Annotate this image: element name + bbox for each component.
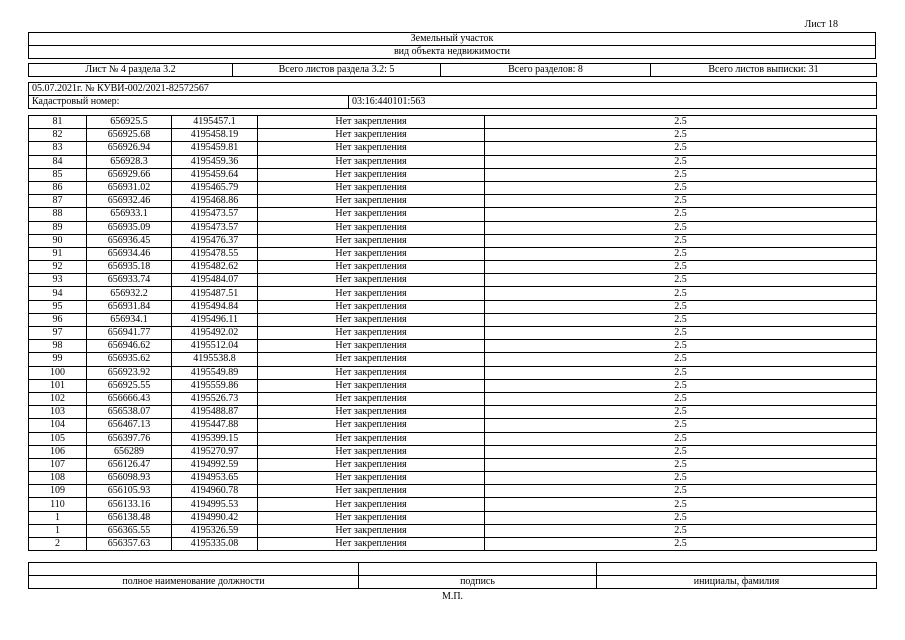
point-number: 92 [29, 261, 87, 274]
table-row [29, 221, 877, 234]
fixation-method: Нет закрепления [258, 313, 485, 326]
coord-x: 656925.68 [87, 129, 172, 142]
table-row [29, 458, 877, 471]
extract-date-number: 05.07.2021г. № КУВИ-002/2021-82572567 [29, 83, 877, 96]
coord-x: 656923.92 [87, 366, 172, 379]
table-row [29, 485, 877, 498]
mean-square-error: 2.5 [485, 327, 877, 340]
fixation-method: Нет закрепления [258, 392, 485, 405]
point-number: 85 [29, 168, 87, 181]
coord-x: 656931.84 [87, 300, 172, 313]
coord-y: 4195447.88 [172, 419, 258, 432]
point-number: 94 [29, 287, 87, 300]
coord-x: 656289 [87, 445, 172, 458]
point-number: 101 [29, 379, 87, 392]
position-field [29, 563, 359, 576]
coord-y: 4195473.57 [172, 208, 258, 221]
point-number: 1 [29, 524, 87, 537]
coord-y: 4195512.04 [172, 340, 258, 353]
fixation-method: Нет закрепления [258, 208, 485, 221]
fixation-method: Нет закрепления [258, 524, 485, 537]
coord-x: 656365.55 [87, 524, 172, 537]
coord-x: 656932.46 [87, 195, 172, 208]
table-row [29, 195, 877, 208]
table-row [29, 472, 877, 485]
point-number: 99 [29, 353, 87, 366]
extract-info [28, 82, 877, 109]
coord-y: 4195478.55 [172, 247, 258, 260]
mean-square-error: 2.5 [485, 313, 877, 326]
coord-y: 4195270.97 [172, 445, 258, 458]
coord-y: 4195465.79 [172, 181, 258, 194]
point-number: 110 [29, 498, 87, 511]
coord-x: 656926.94 [87, 142, 172, 155]
coord-y: 4195459.81 [172, 142, 258, 155]
table-row [29, 287, 877, 300]
coord-x: 656936.45 [87, 234, 172, 247]
fixation-method: Нет закрепления [258, 340, 485, 353]
point-number: 91 [29, 247, 87, 260]
sheet-of-section: Лист № 4 раздела 3.2 [29, 64, 233, 77]
sheet-number: Лист 18 [804, 19, 838, 30]
points-table [28, 115, 877, 551]
mean-square-error: 2.5 [485, 511, 877, 524]
point-number: 95 [29, 300, 87, 313]
coord-y: 4195487.51 [172, 287, 258, 300]
fixation-method: Нет закрепления [258, 274, 485, 287]
point-number: 83 [29, 142, 87, 155]
mean-square-error: 2.5 [485, 340, 877, 353]
coord-y: 4195549.89 [172, 366, 258, 379]
fixation-method: Нет закрепления [258, 261, 485, 274]
coord-x: 656934.1 [87, 313, 172, 326]
table-row [29, 432, 877, 445]
mean-square-error: 2.5 [485, 379, 877, 392]
point-number: 102 [29, 392, 87, 405]
mean-square-error: 2.5 [485, 274, 877, 287]
signature-field [359, 563, 597, 576]
fixation-method: Нет закрепления [258, 353, 485, 366]
table-row [29, 142, 877, 155]
coord-y: 4195538.8 [172, 353, 258, 366]
mean-square-error: 2.5 [485, 432, 877, 445]
coord-x: 656935.09 [87, 221, 172, 234]
total-sheets-extract: Всего листов выписки: 31 [651, 64, 877, 77]
mean-square-error: 2.5 [485, 419, 877, 432]
coord-x: 656928.3 [87, 155, 172, 168]
coord-y: 4195496.11 [172, 313, 258, 326]
table-row [29, 340, 877, 353]
coord-y: 4195488.87 [172, 406, 258, 419]
coord-y: 4195482.62 [172, 261, 258, 274]
mean-square-error: 2.5 [485, 129, 877, 142]
coord-x: 656929.66 [87, 168, 172, 181]
coord-y: 4195326.59 [172, 524, 258, 537]
coord-x: 656397.76 [87, 432, 172, 445]
coord-x: 656126.47 [87, 458, 172, 471]
coord-y: 4195458.19 [172, 129, 258, 142]
coord-x: 656138.48 [87, 511, 172, 524]
point-number: 106 [29, 445, 87, 458]
mean-square-error: 2.5 [485, 234, 877, 247]
fixation-method: Нет закрепления [258, 129, 485, 142]
coord-y: 4194992.59 [172, 458, 258, 471]
fixation-method: Нет закрепления [258, 116, 485, 129]
coord-y: 4195459.64 [172, 168, 258, 181]
fixation-method: Нет закрепления [258, 485, 485, 498]
fixation-method: Нет закрепления [258, 366, 485, 379]
fixation-method: Нет закрепления [258, 538, 485, 551]
stamp-place: М.П. [441, 591, 464, 602]
point-number: 81 [29, 116, 87, 129]
point-number: 104 [29, 419, 87, 432]
mean-square-error: 2.5 [485, 300, 877, 313]
table-row [29, 392, 877, 405]
table-row [29, 511, 877, 524]
fixation-method: Нет закрепления [258, 445, 485, 458]
table-row [29, 261, 877, 274]
table-row [29, 208, 877, 221]
fixation-method: Нет закрепления [258, 458, 485, 471]
fixation-method: Нет закрепления [258, 247, 485, 260]
points-table-body [29, 116, 877, 551]
table-row [29, 313, 877, 326]
table-row [29, 406, 877, 419]
table-row [29, 155, 877, 168]
coord-y: 4195492.02 [172, 327, 258, 340]
table-row [29, 300, 877, 313]
coord-x: 656925.5 [87, 116, 172, 129]
mean-square-error: 2.5 [485, 406, 877, 419]
table-row [29, 116, 877, 129]
table-row [29, 498, 877, 511]
fixation-method: Нет закрепления [258, 181, 485, 194]
mean-square-error: 2.5 [485, 287, 877, 300]
fixation-method: Нет закрепления [258, 511, 485, 524]
fixation-method: Нет закрепления [258, 432, 485, 445]
fixation-method: Нет закрепления [258, 472, 485, 485]
fixation-method: Нет закрепления [258, 300, 485, 313]
point-number: 98 [29, 340, 87, 353]
section-meta [28, 63, 877, 77]
coord-x: 656934.46 [87, 247, 172, 260]
coord-y: 4195459.36 [172, 155, 258, 168]
coord-y: 4195526.73 [172, 392, 258, 405]
coord-x: 656933.74 [87, 274, 172, 287]
point-number: 107 [29, 458, 87, 471]
coord-y: 4195468.86 [172, 195, 258, 208]
mean-square-error: 2.5 [485, 195, 877, 208]
total-sections: Всего разделов: 8 [441, 64, 651, 77]
mean-square-error: 2.5 [485, 208, 877, 221]
coord-y: 4195476.37 [172, 234, 258, 247]
mean-square-error: 2.5 [485, 366, 877, 379]
cadastral-number: 03:16:440101:563 [349, 96, 877, 109]
table-row [29, 353, 877, 366]
fixation-method: Нет закрепления [258, 498, 485, 511]
fixation-method: Нет закрепления [258, 379, 485, 392]
point-number: 87 [29, 195, 87, 208]
point-number: 100 [29, 366, 87, 379]
object-kind-caption: вид объекта недвижимости [29, 46, 876, 59]
signature-caption: подпись [359, 576, 597, 589]
coord-x: 656931.02 [87, 181, 172, 194]
point-number: 89 [29, 221, 87, 234]
coord-x: 656933.1 [87, 208, 172, 221]
coord-y: 4195494.84 [172, 300, 258, 313]
table-row [29, 247, 877, 260]
mean-square-error: 2.5 [485, 181, 877, 194]
coord-x: 656538.07 [87, 406, 172, 419]
coord-y: 4195335.08 [172, 538, 258, 551]
object-type: Земельный участок [29, 33, 876, 46]
point-number: 2 [29, 538, 87, 551]
total-sheets-section: Всего листов раздела 3.2: 5 [233, 64, 441, 77]
point-number: 88 [29, 208, 87, 221]
mean-square-error: 2.5 [485, 445, 877, 458]
table-row [29, 538, 877, 551]
point-number: 86 [29, 181, 87, 194]
mean-square-error: 2.5 [485, 485, 877, 498]
coord-x: 656941.77 [87, 327, 172, 340]
fixation-method: Нет закрепления [258, 419, 485, 432]
coord-x: 656925.55 [87, 379, 172, 392]
mean-square-error: 2.5 [485, 247, 877, 260]
point-number: 96 [29, 313, 87, 326]
table-row [29, 327, 877, 340]
table-row [29, 274, 877, 287]
point-number: 82 [29, 129, 87, 142]
coord-x: 656935.18 [87, 261, 172, 274]
coord-y: 4195484.07 [172, 274, 258, 287]
fixation-method: Нет закрепления [258, 234, 485, 247]
coord-y: 4195399.15 [172, 432, 258, 445]
name-caption: инициалы, фамилия [597, 576, 877, 589]
fixation-method: Нет закрепления [258, 195, 485, 208]
table-row [29, 419, 877, 432]
cadastral-label: Кадастровый номер: [29, 96, 349, 109]
table-row [29, 234, 877, 247]
mean-square-error: 2.5 [485, 538, 877, 551]
coord-x: 656357.63 [87, 538, 172, 551]
coord-x: 656935.62 [87, 353, 172, 366]
coord-x: 656946.62 [87, 340, 172, 353]
fixation-method: Нет закрепления [258, 142, 485, 155]
coord-y: 4194990.42 [172, 511, 258, 524]
mean-square-error: 2.5 [485, 392, 877, 405]
table-row [29, 366, 877, 379]
point-number: 84 [29, 155, 87, 168]
table-row [29, 445, 877, 458]
table-row [29, 524, 877, 537]
table-row [29, 129, 877, 142]
mean-square-error: 2.5 [485, 353, 877, 366]
mean-square-error: 2.5 [485, 221, 877, 234]
point-number: 108 [29, 472, 87, 485]
fixation-method: Нет закрепления [258, 327, 485, 340]
point-number: 109 [29, 485, 87, 498]
mean-square-error: 2.5 [485, 116, 877, 129]
point-number: 97 [29, 327, 87, 340]
coord-y: 4195559.86 [172, 379, 258, 392]
coord-y: 4194960.78 [172, 485, 258, 498]
coord-x: 656666.43 [87, 392, 172, 405]
mean-square-error: 2.5 [485, 458, 877, 471]
coord-y: 4194995.53 [172, 498, 258, 511]
mean-square-error: 2.5 [485, 142, 877, 155]
point-number: 103 [29, 406, 87, 419]
coord-x: 656133.16 [87, 498, 172, 511]
mean-square-error: 2.5 [485, 498, 877, 511]
mean-square-error: 2.5 [485, 261, 877, 274]
point-number: 105 [29, 432, 87, 445]
fixation-method: Нет закрепления [258, 155, 485, 168]
point-number: 1 [29, 511, 87, 524]
coord-x: 656932.2 [87, 287, 172, 300]
table-row [29, 379, 877, 392]
mean-square-error: 2.5 [485, 472, 877, 485]
point-number: 90 [29, 234, 87, 247]
table-row [29, 168, 877, 181]
coord-y: 4195457.1 [172, 116, 258, 129]
object-header [28, 32, 876, 59]
mean-square-error: 2.5 [485, 155, 877, 168]
table-row [29, 181, 877, 194]
coord-x: 656105.93 [87, 485, 172, 498]
signature-block [28, 562, 877, 589]
fixation-method: Нет закрепления [258, 168, 485, 181]
fixation-method: Нет закрепления [258, 287, 485, 300]
mean-square-error: 2.5 [485, 524, 877, 537]
fixation-method: Нет закрепления [258, 221, 485, 234]
name-field [597, 563, 877, 576]
point-number: 93 [29, 274, 87, 287]
coord-y: 4194953.65 [172, 472, 258, 485]
mean-square-error: 2.5 [485, 168, 877, 181]
coord-x: 656098.93 [87, 472, 172, 485]
coord-x: 656467.13 [87, 419, 172, 432]
fixation-method: Нет закрепления [258, 406, 485, 419]
coord-y: 4195473.57 [172, 221, 258, 234]
position-caption: полное наименование должности [29, 576, 359, 589]
